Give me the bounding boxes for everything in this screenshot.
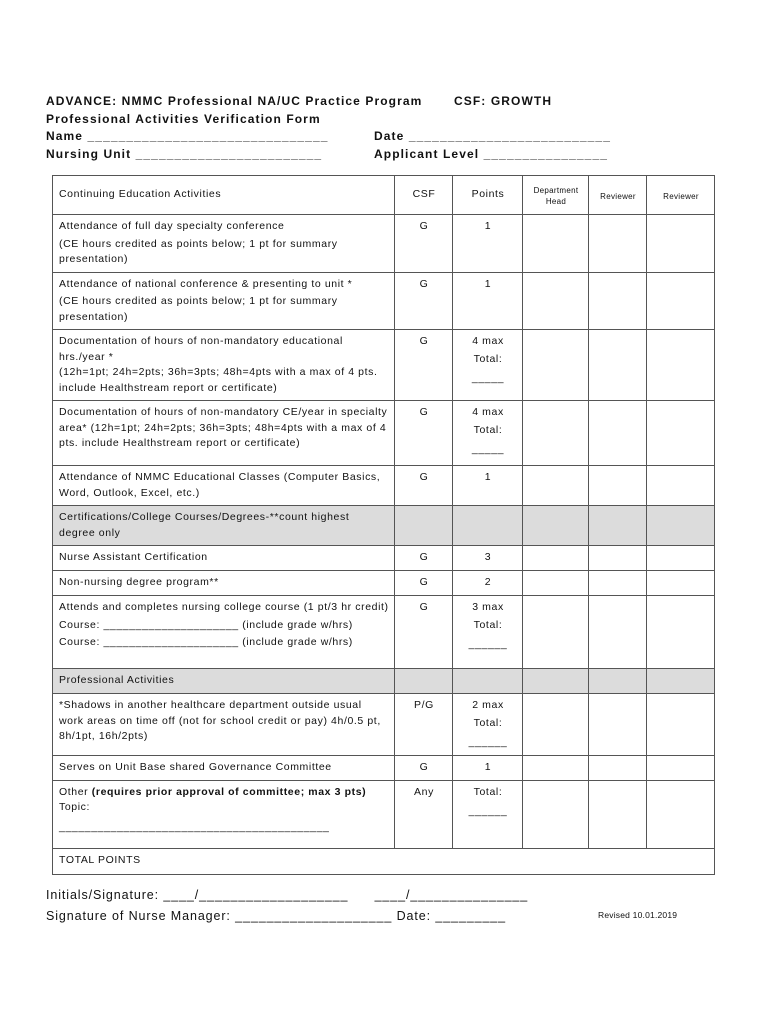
csf-label: CSF: GROWTH [454, 94, 553, 108]
csf-cell: G [395, 330, 453, 401]
dept-head-cell[interactable] [523, 401, 589, 466]
points-cell: 1 [453, 215, 523, 273]
section-title: Certifications/College Courses/Degrees-**count highest degree only [53, 506, 395, 546]
col-department-head: Department Head [523, 176, 589, 215]
csf-cell: G [395, 401, 453, 466]
dept-head-cell[interactable] [523, 596, 589, 669]
points-cell: 2 [453, 571, 523, 596]
dept-head-cell[interactable] [523, 466, 589, 506]
points-total-blank[interactable]: _____ [471, 443, 505, 455]
points-total-label: Total: [473, 785, 503, 798]
activity-text: Other [59, 785, 92, 798]
activity-text: *Shadows in another healthcare department outside usual work areas on time off (not for school credit or pay) 4h/0.5 pt, 8h/1pt, 16h/2pts) [53, 694, 395, 756]
table-row [53, 755, 715, 780]
csf-cell: G [395, 272, 453, 330]
col-points: Points [453, 176, 523, 215]
points-total-blank[interactable]: ______ [468, 805, 508, 817]
dept-head-cell[interactable] [523, 571, 589, 596]
csf-cell: G [395, 755, 453, 780]
section-row-professional [53, 669, 715, 694]
dept-head-cell[interactable] [523, 272, 589, 330]
csf-cell: G [395, 546, 453, 571]
reviewer-cell[interactable] [589, 596, 647, 669]
dept-head-cell[interactable] [523, 780, 589, 848]
reviewer-cell[interactable] [589, 401, 647, 466]
points-total-label: Total: [473, 716, 503, 729]
table-header-row [53, 176, 715, 215]
name-field[interactable]: Name _______________________________ [46, 129, 329, 143]
col-csf: CSF [395, 176, 453, 215]
reviewer-cell[interactable] [647, 571, 715, 596]
col-activity: Continuing Education Activities [53, 176, 395, 215]
activity-text: Serves on Unit Base shared Governance Committee [53, 755, 395, 780]
signature-block [46, 885, 528, 927]
reviewer-cell[interactable] [647, 694, 715, 756]
points-total-label: Total: [473, 423, 503, 436]
csf-cell: G [395, 466, 453, 506]
reviewer-cell[interactable] [589, 780, 647, 848]
points-max: 4 max [472, 335, 504, 347]
csf-cell: P/G [395, 694, 453, 756]
dept-head-cell[interactable] [523, 755, 589, 780]
section-row-certifications [53, 506, 715, 546]
table-row [53, 694, 715, 756]
reviewer-cell[interactable] [589, 466, 647, 506]
reviewer-cell[interactable] [589, 330, 647, 401]
reviewer-cell[interactable] [647, 215, 715, 273]
dept-head-cell[interactable] [523, 694, 589, 756]
points-max: 3 max [472, 601, 504, 613]
points-total-blank[interactable]: _____ [471, 372, 505, 384]
reviewer-cell[interactable] [647, 780, 715, 848]
reviewer-cell[interactable] [647, 401, 715, 466]
points-total-blank[interactable]: ______ [468, 638, 508, 650]
table-row [53, 272, 715, 330]
points-max: 4 max [472, 406, 504, 418]
table-row [53, 330, 715, 401]
points-total-blank[interactable]: ______ [468, 736, 508, 748]
reviewer-cell[interactable] [589, 546, 647, 571]
activity-text: Attendance of NMMC Educational Classes (Computer Basics, Word, Outlook, Excel, etc.) [53, 466, 395, 506]
date-field[interactable]: Date __________________________ [374, 129, 611, 143]
reviewer-cell[interactable] [589, 215, 647, 273]
reviewer-cell[interactable] [589, 571, 647, 596]
activity-text: Attends and completes nursing college course (1 pt/3 hr credit) [59, 601, 389, 613]
program-title: ADVANCE: NMMC Professional NA/UC Practice Program [46, 94, 423, 108]
topic-label: Topic: [59, 801, 91, 813]
points-cell: 1 [453, 755, 523, 780]
csf-cell: Any [395, 780, 453, 848]
reviewer-cell[interactable] [589, 694, 647, 756]
reviewer-cell[interactable] [589, 755, 647, 780]
col-reviewer-2: Reviewer [647, 176, 715, 215]
reviewer-cell[interactable] [647, 330, 715, 401]
points-cell: 1 [453, 272, 523, 330]
points-total-label: Total: [473, 618, 503, 631]
table-row [53, 466, 715, 506]
table-row [53, 401, 715, 466]
activity-note: (CE hours credited as points below; 1 pt for summary presentation) [59, 237, 338, 265]
reviewer-cell[interactable] [647, 596, 715, 669]
course-field-1[interactable]: Course: _____________________ (include grade w/hrs) [59, 618, 353, 631]
section-title: Professional Activities [53, 669, 395, 694]
activity-text: Attendance of full day specialty conference [59, 220, 285, 232]
table-row [53, 571, 715, 596]
activity-text: Attendance of national conference & presenting to unit * [59, 277, 353, 290]
table-row [53, 780, 715, 848]
table-row [53, 546, 715, 571]
form-subtitle: Professional Activities Verification Form [46, 111, 321, 126]
points-max: 2 max [472, 699, 504, 711]
nursing-unit-field[interactable]: Nursing Unit ________________________ [46, 146, 323, 161]
activity-note: (CE hours credited as points below; 1 pt for summary presentation) [59, 295, 338, 323]
reviewer-cell[interactable] [647, 755, 715, 780]
reviewer-cell[interactable] [647, 546, 715, 571]
table-row [53, 215, 715, 273]
initials-signature-field[interactable]: Initials/Signature: ____/___________________ ____/_______________ [46, 888, 529, 902]
total-points-row [53, 848, 715, 874]
form-header [46, 93, 611, 163]
activity-text: Non-nursing degree program** [53, 571, 395, 596]
points-cell: 1 [453, 466, 523, 506]
reviewer-cell[interactable] [589, 272, 647, 330]
dept-head-cell[interactable] [523, 215, 589, 273]
nurse-manager-signature-field[interactable]: Signature of Nurse Manager: ____________________ Date: _________ [46, 909, 507, 923]
reviewer-cell[interactable] [647, 272, 715, 330]
col-reviewer-1: Reviewer [589, 176, 647, 215]
dept-head-cell[interactable] [523, 330, 589, 401]
table-row [53, 596, 715, 669]
csf-cell: G [395, 571, 453, 596]
reviewer-cell[interactable] [647, 466, 715, 506]
activity-text: Documentation of hours of non-mandatory educational hrs./year * [59, 335, 343, 363]
dept-head-cell[interactable] [523, 546, 589, 571]
approval-note: (requires prior approval of committee; max 3 pts) [91, 785, 367, 798]
revision-date: Revised 10.01.2019 [598, 910, 678, 920]
topic-field[interactable]: __________________________________________ [59, 820, 330, 833]
csf-cell: G [395, 596, 453, 669]
course-field-2[interactable]: Course: _____________________ (include grade w/hrs) [59, 636, 353, 648]
activity-note: (12h=1pt; 24h=2pts; 36h=3pts; 48h=4pts with a max of 4 pts. include Healthstream report or certificate) [59, 366, 378, 394]
activities-table [52, 175, 715, 875]
total-points-label: TOTAL POINTS [53, 848, 715, 874]
csf-cell: G [395, 215, 453, 273]
activity-text: Documentation of hours of non-mandatory CE/year in specialty area* (12h=1pt; 24h=2pts; 36h=3pts; 48h=4pts with a max of 4 pts. include Healthstream report or certificate) [53, 401, 395, 466]
activity-text: Nurse Assistant Certification [53, 546, 395, 571]
points-cell: 3 [453, 546, 523, 571]
applicant-level-field[interactable]: Applicant Level ________________ [374, 146, 609, 161]
points-total-label: Total: [473, 352, 503, 365]
